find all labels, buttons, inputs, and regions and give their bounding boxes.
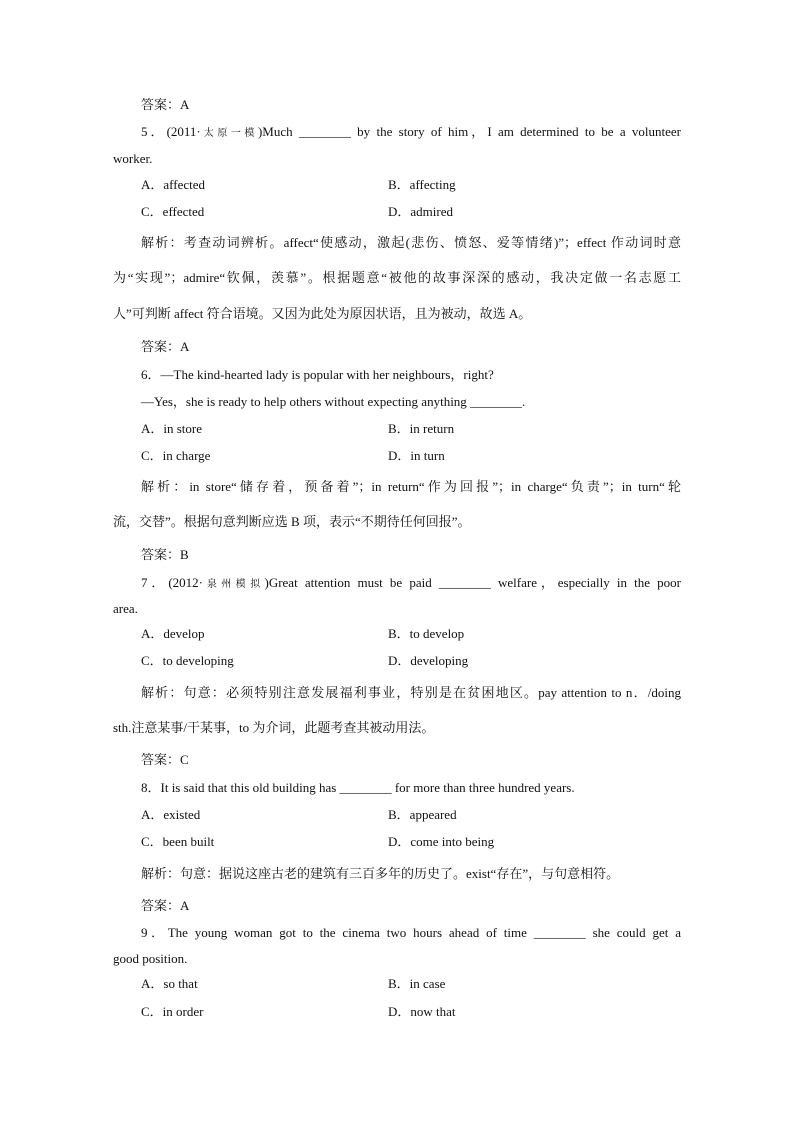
option-c: C．been built xyxy=(141,834,215,849)
option-b: B．appeared xyxy=(388,807,457,822)
option-b: B．in return xyxy=(388,421,455,436)
analysis-line-1: 解析：in store“储存着，预备着”；in return“作为回报”；in charge“负责”；in turn“轮 xyxy=(141,479,681,494)
option-b: B．to develop xyxy=(388,626,465,641)
question-9-line-1: 9．The young woman got to the cinema two hours ahead of time ________ she could get a xyxy=(141,925,681,940)
analysis-line-2: 流，交替”。根据句意判断应选 B 项，表示“不期待任何回报”。 xyxy=(113,514,471,529)
option-d: D．developing xyxy=(388,653,469,668)
source-prefix: (2012· xyxy=(168,575,203,590)
source-mark: 太原一模 xyxy=(200,128,258,139)
option-a: A．so that xyxy=(141,976,198,991)
option-b: B．in case xyxy=(388,976,446,991)
answer-text: 答案：C xyxy=(141,752,189,767)
analysis-line-3: 人”可判断 affect 符合语境。又因为此处为原因状语，且为被动，故选 A。 xyxy=(113,306,532,321)
question-9-line-2: good position. xyxy=(113,951,188,966)
answer-text: 答案：A xyxy=(141,339,190,354)
option-c: C．in charge xyxy=(141,448,211,463)
option-c: C．to developing xyxy=(141,653,234,668)
analysis-line-1: 解析：句意：必须特别注意发展福利事业，特别是在贫困地区。pay attention to n．/doing xyxy=(141,685,681,700)
analysis-line-1: 解析：考查动词辨析。affect“使感动，激起(悲伤、愤怒、爱等情绪)”；effect 作动词时意 xyxy=(141,235,681,250)
question-7-line-2: area. xyxy=(113,601,138,616)
question-5-line-1 xyxy=(141,124,681,142)
question-6-line-1: 6．—The kind-hearted lady is popular with her neighbours，right? xyxy=(141,367,494,382)
question-6-line-2: —Yes，she is ready to help others without expecting anything ________. xyxy=(141,394,526,409)
question-stem: )Much ________ by the story of him，I am determined to be a volunteer xyxy=(257,124,681,139)
option-d: D．come into being xyxy=(388,834,495,849)
option-c: C．in order xyxy=(141,1004,204,1019)
option-d: D．now that xyxy=(388,1004,456,1019)
question-8-line-1: 8．It is said that this old building has ________ for more than three hundred years. xyxy=(141,780,575,795)
source-mark: 泉州模拟 xyxy=(202,579,265,590)
question-stem: )Great attention must be paid ________ welfare，especially in the poor xyxy=(264,575,682,590)
option-d: D．in turn xyxy=(388,448,445,463)
answer-text: 答案：A xyxy=(141,898,190,913)
option-b: B．affecting xyxy=(388,177,456,192)
option-c: C．effected xyxy=(141,204,205,219)
answer-text: 答案：A xyxy=(141,97,190,112)
question-number: 5． xyxy=(141,124,167,139)
question-5-line-2: worker. xyxy=(113,151,153,166)
option-a: A．existed xyxy=(141,807,201,822)
option-a: A．affected xyxy=(141,177,206,192)
question-number: 7． xyxy=(141,575,169,590)
analysis-line-1: 解析：句意：据说这座古老的建筑有三百多年的历史了。exist“存在”，与句意相符。 xyxy=(141,866,620,881)
analysis-line-2: 为“实现”；admire“钦佩，羡慕”。根据题意“被他的故事深深的感动，我决定做一名志愿工 xyxy=(113,270,681,285)
option-d: D．admired xyxy=(388,204,453,219)
analysis-line-2: sth.注意某事/干某事，to 为介词，此题考查其被动用法。 xyxy=(113,720,435,735)
source-prefix: (2011· xyxy=(166,124,201,139)
option-a: A．develop xyxy=(141,626,205,641)
option-a: A．in store xyxy=(141,421,203,436)
question-7-line-1 xyxy=(141,575,681,593)
answer-text: 答案：B xyxy=(141,547,189,562)
